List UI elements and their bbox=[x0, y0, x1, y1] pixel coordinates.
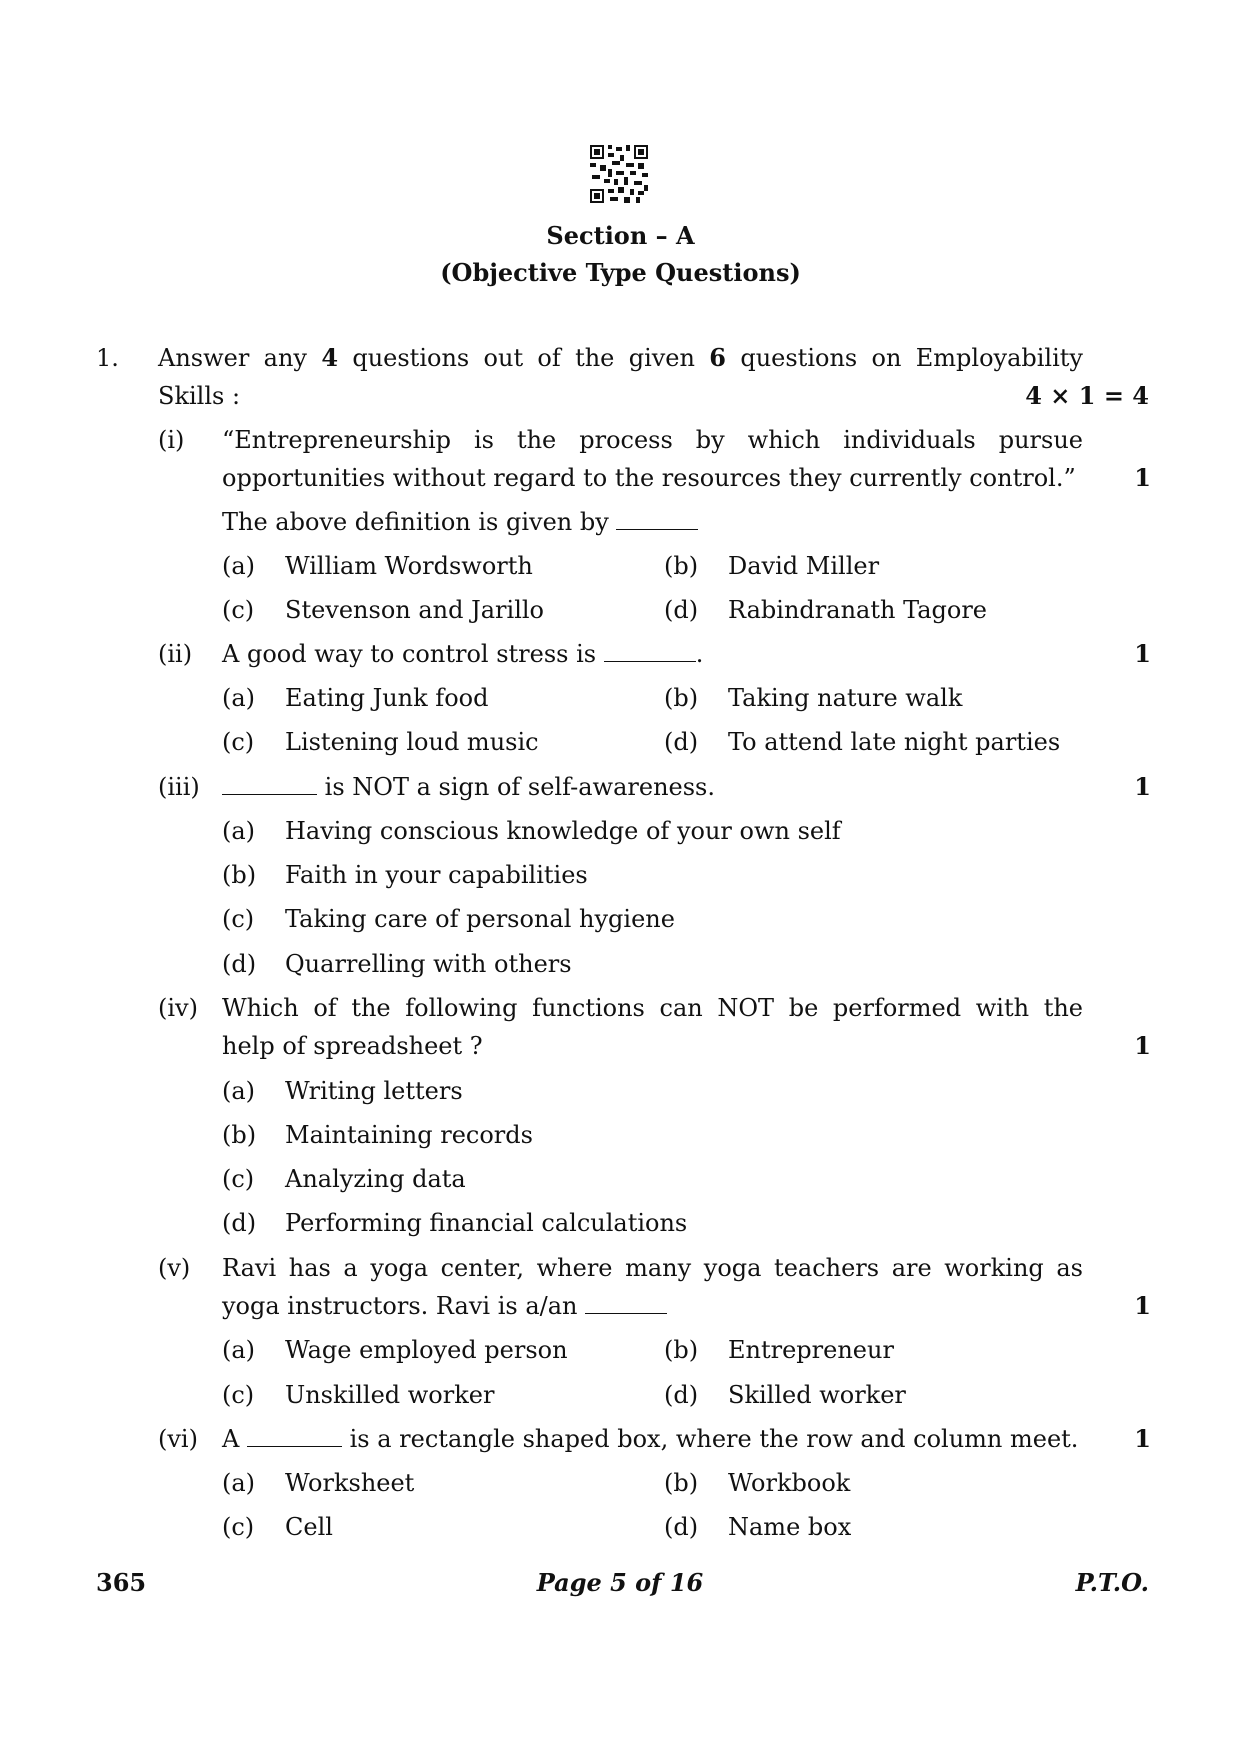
subq-5-text-line1: Ravi has a yoga center, where many yoga teachers are working as bbox=[222, 1254, 1083, 1282]
subq-5-option-a: Wage employed person bbox=[285, 1336, 568, 1364]
subq-3-option-d: Quarrelling with others bbox=[285, 950, 572, 978]
subq-2-number: (ii) bbox=[158, 640, 193, 668]
subq-1-text-line3: The above definition is given by bbox=[222, 507, 698, 537]
subq-4-option-a-label: (a) bbox=[222, 1077, 256, 1105]
subq-5-option-c: Unskilled worker bbox=[285, 1381, 495, 1409]
subq-5-option-b-label: (b) bbox=[664, 1336, 699, 1364]
subq-1-option-a: William Wordsworth bbox=[285, 552, 533, 580]
subq-2-option-c-label: (c) bbox=[222, 728, 255, 756]
page-number: Page 5 of 16 bbox=[536, 1568, 704, 1597]
subq-1-option-c: Stevenson and Jarillo bbox=[285, 596, 544, 624]
subq-6-option-b-label: (b) bbox=[664, 1469, 699, 1497]
subq-1-option-a-label: (a) bbox=[222, 552, 256, 580]
subq-5-number: (v) bbox=[158, 1254, 191, 1282]
subq-5-option-a-label: (a) bbox=[222, 1336, 256, 1364]
subq-6-option-a: Worksheet bbox=[285, 1469, 415, 1497]
subq-1-option-d-label: (d) bbox=[664, 596, 699, 624]
subq-4-option-c-label: (c) bbox=[222, 1165, 255, 1193]
subq-3-number: (iii) bbox=[158, 773, 200, 801]
subq-5-option-d-label: (d) bbox=[664, 1381, 699, 1409]
subq-2-option-a-label: (a) bbox=[222, 684, 256, 712]
subq-4-number: (iv) bbox=[158, 994, 198, 1022]
subq-1-option-c-label: (c) bbox=[222, 596, 255, 624]
subq-6-option-c: Cell bbox=[285, 1513, 333, 1541]
subq-6-option-b: Workbook bbox=[728, 1469, 851, 1497]
subq-4-option-d: Performing financial calculations bbox=[285, 1209, 688, 1237]
subq-6-option-d: Name box bbox=[728, 1513, 852, 1541]
subq-5-option-d: Skilled worker bbox=[728, 1381, 906, 1409]
subq-2-option-c: Listening loud music bbox=[285, 728, 539, 756]
subq-2-option-a: Eating Junk food bbox=[285, 684, 489, 712]
subq-5-option-b: Entrepreneur bbox=[728, 1336, 894, 1364]
subq-2-option-b-label: (b) bbox=[664, 684, 699, 712]
subq-2-mark: 1 bbox=[1134, 639, 1151, 668]
question-number: 1. bbox=[96, 344, 119, 372]
subq-4-text-line2: help of spreadsheet ? bbox=[222, 1032, 483, 1060]
qr-code-icon bbox=[590, 145, 648, 203]
subq-6-option-c-label: (c) bbox=[222, 1513, 255, 1541]
subq-3-mark: 1 bbox=[1134, 772, 1151, 801]
subq-1-option-d: Rabindranath Tagore bbox=[728, 596, 988, 624]
subq-3-text: is NOT a sign of self-awareness. bbox=[222, 772, 715, 802]
subq-4-option-d-label: (d) bbox=[222, 1209, 257, 1237]
subq-5-mark: 1 bbox=[1134, 1291, 1151, 1320]
question-text-line2: Skills : bbox=[158, 382, 241, 410]
subq-6-text: A is a rectangle shaped box, where the row and column meet. bbox=[222, 1425, 1079, 1453]
paper-code: 365 bbox=[96, 1568, 147, 1597]
section-title: Section – A bbox=[546, 221, 695, 250]
pto-label: P.T.O. bbox=[1075, 1568, 1149, 1597]
subq-3-option-b-label: (b) bbox=[222, 861, 257, 889]
subq-2-option-b: Taking nature walk bbox=[728, 684, 963, 712]
subq-1-option-b: David Miller bbox=[728, 552, 880, 580]
subq-6-number: (vi) bbox=[158, 1425, 198, 1453]
subq-1-mark: 1 bbox=[1134, 463, 1151, 492]
subq-3-option-c: Taking care of personal hygiene bbox=[285, 905, 675, 933]
subq-6-mark: 1 bbox=[1134, 1424, 1151, 1453]
subq-1-option-b-label: (b) bbox=[664, 552, 699, 580]
subq-4-text-line1: Which of the following functions can NOT be performed with the bbox=[222, 994, 1083, 1022]
subq-5-option-c-label: (c) bbox=[222, 1381, 255, 1409]
subq-3-option-a: Having conscious knowledge of your own self bbox=[285, 817, 841, 845]
subq-4-option-b: Maintaining records bbox=[285, 1121, 533, 1149]
subq-3-option-d-label: (d) bbox=[222, 950, 257, 978]
question-marks: 4 × 1 = 4 bbox=[1025, 381, 1149, 410]
subq-1-text-line1: “Entrepreneurship is the process by which individuals pursue bbox=[222, 426, 1083, 454]
subq-4-option-a: Writing letters bbox=[285, 1077, 463, 1105]
subq-5-text-line2: yoga instructors. Ravi is a/an bbox=[222, 1291, 667, 1321]
subq-6-option-a-label: (a) bbox=[222, 1469, 256, 1497]
subq-4-mark: 1 bbox=[1134, 1031, 1151, 1060]
question-text-line1: Answer any 4 questions out of the given 6 questions on Employability bbox=[158, 343, 1083, 372]
subq-3-option-a-label: (a) bbox=[222, 817, 256, 845]
subq-2-option-d-label: (d) bbox=[664, 728, 699, 756]
subq-4-option-b-label: (b) bbox=[222, 1121, 257, 1149]
subq-6-option-d-label: (d) bbox=[664, 1513, 699, 1541]
section-subtitle: (Objective Type Questions) bbox=[440, 258, 801, 287]
subq-3-option-b: Faith in your capabilities bbox=[285, 861, 588, 889]
subq-1-text-line2: opportunities without regard to the resources they currently control.” bbox=[222, 464, 1076, 492]
subq-1-number: (i) bbox=[158, 426, 185, 454]
subq-3-option-c-label: (c) bbox=[222, 905, 255, 933]
subq-2-option-d: To attend late night parties bbox=[728, 728, 1061, 756]
subq-4-option-c: Analyzing data bbox=[285, 1165, 466, 1193]
subq-2-text: A good way to control stress is . bbox=[222, 640, 704, 668]
